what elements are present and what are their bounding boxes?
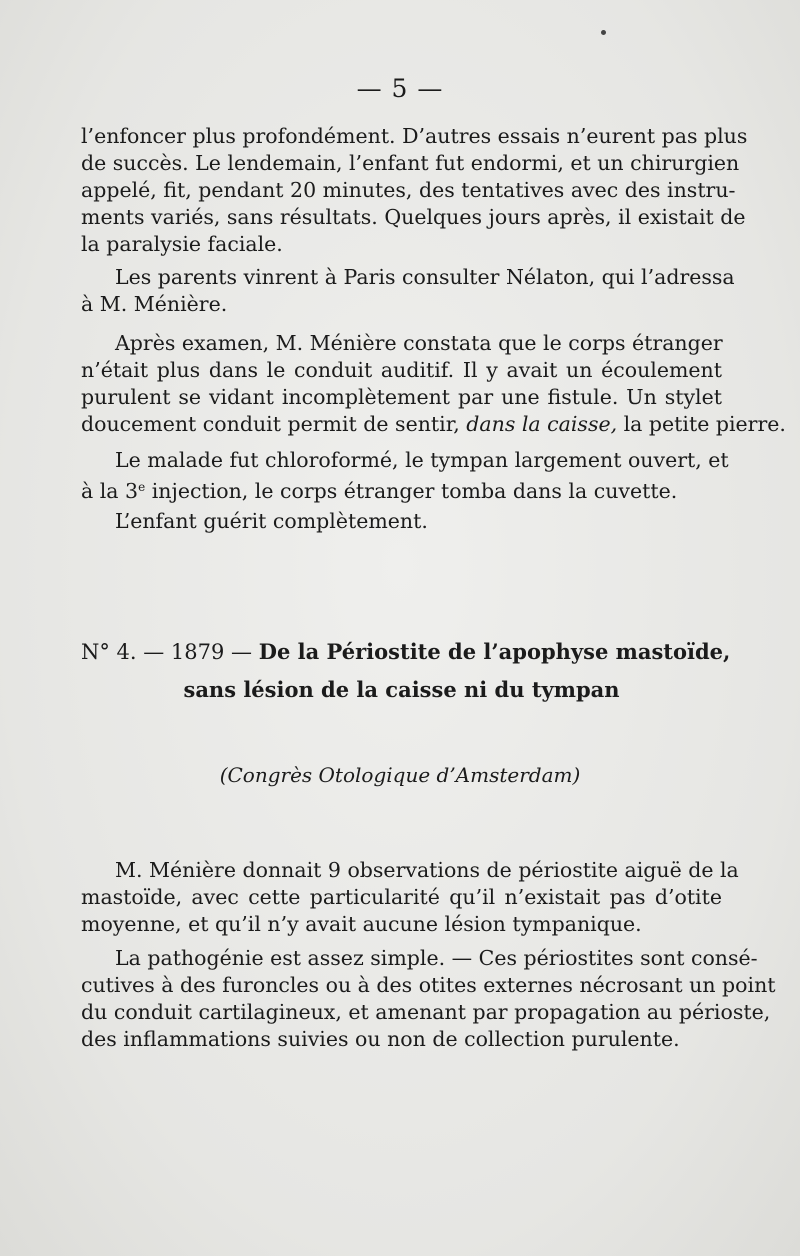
paragraph-3 — [81, 330, 786, 438]
text-line: à M. Ménière. — [81, 292, 228, 316]
text-run: à la 3 — [81, 479, 139, 503]
text-line: La pathogénie est assez simple. — Ces périostites sont consé- — [115, 946, 758, 970]
text-line: Les parents vinrent à Paris consulter Nélaton, qui l’adressa — [115, 265, 735, 289]
paragraph-2 — [81, 264, 735, 318]
text-run: doucement conduit permit de sentir, — [81, 412, 467, 436]
text-line: M. Ménière donnait 9 observations de périostite aiguë de la — [115, 858, 739, 882]
text-line: cutives à des furoncles ou à des otites externes nécrosant un point — [81, 973, 776, 997]
text-run: injection, le corps étranger tomba dans la cuvette. — [145, 479, 678, 503]
text-line — [81, 474, 722, 505]
section-heading — [81, 633, 731, 709]
paragraph-5 — [81, 508, 722, 535]
text-line: Le malade fut chloroformé, le tympan largement ouvert, et — [115, 448, 729, 472]
text-line: Après examen, M. Ménière constata que le corps étranger — [115, 331, 723, 355]
text-line: ments variés, sans résultats. Quelques jours après, il existait de — [81, 205, 746, 229]
heading-line-1 — [81, 633, 731, 671]
paragraph-6 — [81, 857, 739, 938]
section-title-2: sans lésion de la caisse ni du tympan — [183, 677, 620, 702]
paragraph-4 — [81, 447, 729, 505]
text-line: des inflammations suivies ou non de collection purulente. — [81, 1027, 680, 1051]
text-line: n’était plus dans le conduit auditif. Il y avait un écoulement — [81, 358, 722, 382]
text-run: la petite pierre. — [617, 412, 786, 436]
text-line: de succès. Le lendemain, l’enfant fut endormi, et un chirurgien — [81, 151, 740, 175]
section-number: N° 4. — 1879 — — [81, 640, 253, 664]
text-line: moyenne, et qu’il n’y avait aucune lésion tympanique. — [81, 912, 642, 936]
superscript: e — [138, 480, 146, 494]
paragraph-1 — [81, 123, 748, 258]
page-number: — 5 — — [356, 74, 444, 103]
speck-mark — [601, 30, 606, 35]
text-line: L’enfant guérit complètement. — [115, 509, 428, 533]
congress-subtitle: (Congrès Otologique d’Amsterdam) — [219, 763, 581, 787]
text-line: l’enfoncer plus profondément. D’autres essais n’eurent pas plus — [81, 124, 748, 148]
paragraph-7 — [81, 945, 776, 1053]
text-line: mastoïde, avec cette particularité qu’il n’existait pas d’otite — [81, 885, 722, 909]
text-line: la paralysie faciale. — [81, 232, 283, 256]
text-line: purulent se vidant incomplètement par une fistule. Un stylet — [81, 385, 722, 409]
italic-run: dans la caisse, — [466, 412, 618, 436]
section-title-1: De la Périostite de l’apophyse mastoïde, — [258, 639, 731, 664]
text-line: appelé, fit, pendant 20 minutes, des tentatives avec des instru- — [81, 178, 736, 202]
text-line: du conduit cartilagineux, et amenant par propagation au périoste, — [81, 1000, 771, 1024]
text-line — [81, 411, 786, 438]
